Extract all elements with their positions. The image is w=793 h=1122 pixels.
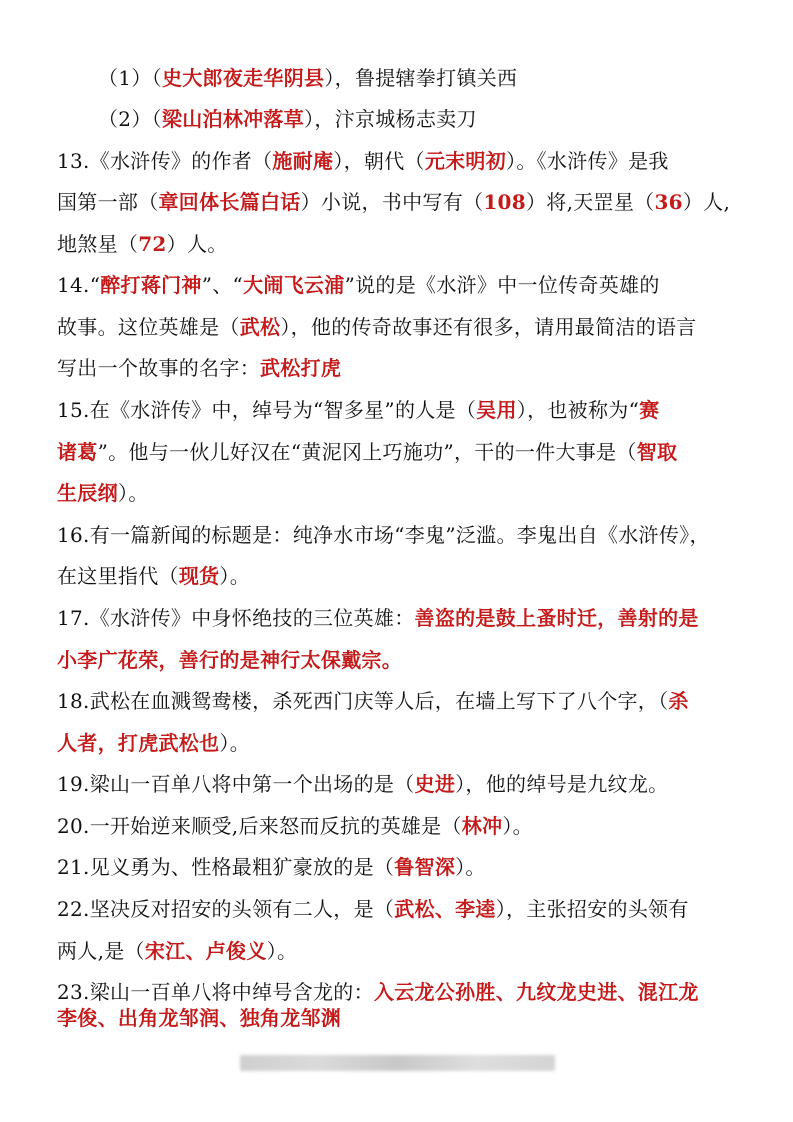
answer: 善盗的是鼓上蚤时迁，善射的是 [414, 606, 699, 630]
answer: 史大郎夜走华阴县 [161, 66, 325, 90]
question-15: 15.在《水浒传》中，绰号为“智多星”的人是（吴用），也被称为“赛 [57, 398, 660, 422]
list-item: （2）（梁山泊林冲落草），汴京城杨志卖刀 [98, 107, 477, 131]
answer: 章回体长篇白话 [158, 190, 301, 214]
answer: 生辰纲 [57, 481, 118, 505]
question-13-line: 国第一部（章回体长篇白话）小说，书中写有（108）将,天罡星（36）人, [57, 190, 731, 214]
list-item: （1）（史大郎夜走华阴县），鲁提辖拳打镇关西 [98, 66, 518, 90]
question-18-line: 人者，打虎武松也）。 [57, 731, 251, 755]
answer: 赛 [639, 398, 660, 422]
answer: 醉打蒋门神 [100, 273, 202, 297]
answer: 史进 [414, 772, 456, 796]
answer: 武松、李逵 [394, 897, 496, 921]
question-17-line [57, 648, 747, 672]
answer: 72 [138, 232, 167, 256]
answer: 108 [483, 190, 526, 214]
answer: 元末明初 [424, 149, 507, 173]
cropped-line [57, 1006, 747, 1031]
question-13-line: 地煞星（72）人。 [57, 232, 228, 256]
answer: 武松打虎 [260, 356, 342, 380]
question-18: 18.武松在血溅鸳鸯楼，杀死西门庆等人后，在墙上写下了八个字，（杀 [57, 689, 689, 713]
question-17: 17.《水浒传》中身怀绝技的三位英雄：善盗的是鼓上蚤时迁，善射的是 [57, 606, 699, 630]
question-22: 22.坚决反对招安的头领有二人，是（武松、李逵），主张招安的头领有 [57, 897, 689, 921]
answer: 智取 [636, 440, 678, 464]
question-15-line: 诸葛”。他与一伙儿好汉在“黄泥冈上巧施功”，干的一件大事是（智取 [57, 440, 678, 464]
answer: 宋江、卢俊义 [144, 939, 267, 963]
answer: 人者，打虎武松也 [57, 731, 220, 755]
answer: 杀 [668, 689, 689, 713]
question-23: 23.梁山一百单八将中绰号含龙的：入云龙公孙胜、九纹龙史进、混江龙 [57, 980, 699, 1004]
question-19: 19.梁山一百单八将中第一个出场的是（史进），他的绰号是九纹龙。 [57, 772, 669, 796]
question-21: 21.见义勇为、性格最粗犷豪放的是（鲁智深）。 [57, 855, 486, 879]
answer: 武松 [239, 315, 281, 339]
question-20: 20.一开始逆来顺受,后来怒而反抗的英雄是（林冲）。 [57, 814, 533, 838]
question-16-line: 在这里指代（现货）。 [57, 564, 251, 588]
answer: 现货 [178, 564, 220, 588]
question-13: 13.《水浒传》的作者（施耐庵），朝代（元末明初）。《水浒传》是我 [57, 149, 669, 173]
question-16: 16.有一篇新闻的标题是：纯净水市场“李鬼”泛滥。李鬼出自《水浒传》， [57, 523, 710, 547]
answer: 小李广花荣，善行的是神行太保戴宗。 [57, 648, 403, 672]
blurred-footer-bar [240, 1055, 555, 1071]
question-22-line: 两人,是（宋江、卢俊义）。 [57, 939, 298, 963]
answer: 鲁智深 [394, 855, 456, 879]
answer: 诸葛 [57, 440, 98, 464]
answer: 林冲 [461, 814, 503, 838]
answer: 大闹飞云浦 [243, 273, 345, 297]
question-14-line: 故事。这位英雄是（武松），他的传奇故事还有很多，请用最简洁的语言 [57, 315, 697, 339]
question-14-line: 写出一个故事的名字：武松打虎 [57, 356, 342, 380]
answer: 36 [654, 190, 683, 214]
question-23-line [57, 1006, 747, 1030]
answer: 梁山泊林冲落草 [161, 107, 305, 131]
answer: 施耐庵 [272, 149, 334, 173]
answer: 李俊、出角龙邹润、独角龙邹渊 [57, 1006, 342, 1030]
answer: 入云龙公孙胜、九纹龙史进、混江龙 [373, 980, 699, 1004]
question-15-line: 生辰纲）。 [57, 481, 149, 505]
question-14: 14.“醉打蒋门神”、“大闹飞云浦”说的是《水浒》中一位传奇英雄的 [57, 273, 660, 297]
answer: 吴用 [476, 398, 517, 422]
